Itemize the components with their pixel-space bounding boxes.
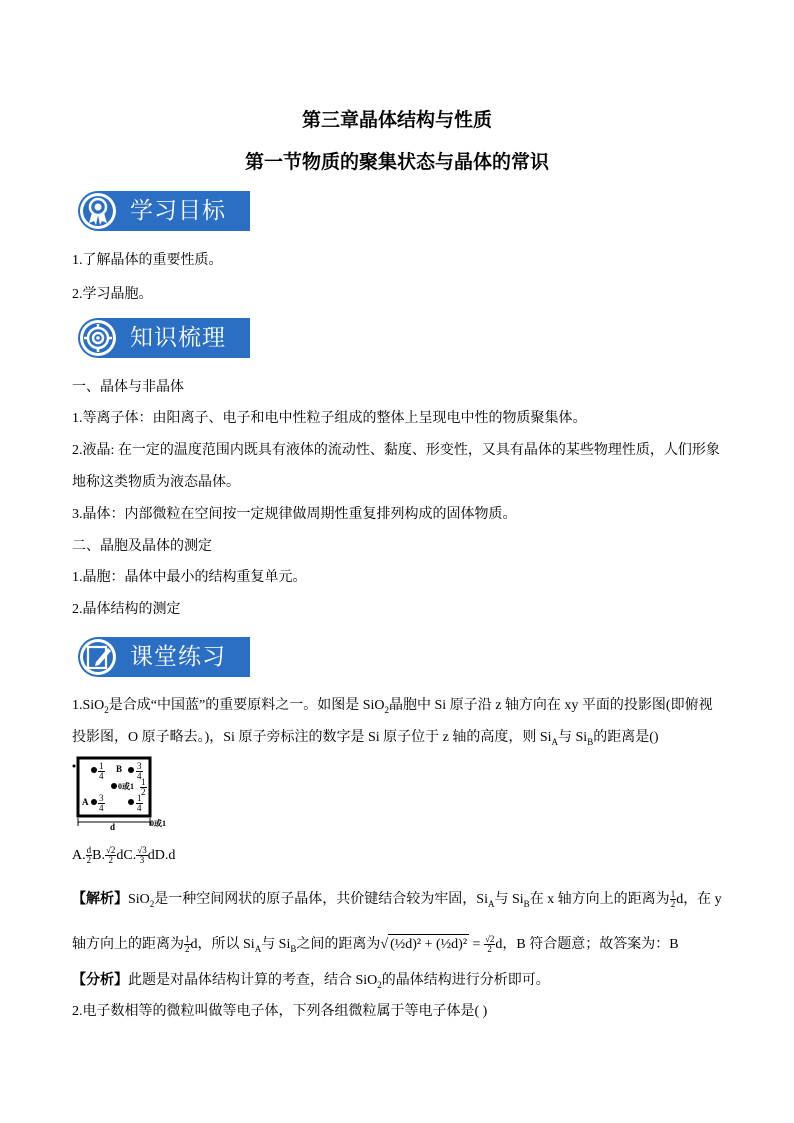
knowledge-paragraph: 1.晶胞：晶体中最小的结构重复单元。 [72,570,307,585]
banner-goals-label: 学习目标 [130,198,226,224]
dimension-label-d: d [110,822,116,832]
target-icon [84,324,112,352]
knowledge-paragraph: 2.液晶: 在一定的温度范围内既具有液体的流动性、黏度、形变性，又具有晶体的某些物理性质，人们形象 [72,443,720,458]
knowledge-heading-1: 一、晶体与非晶体 [72,380,184,395]
q1-fenxi: 【分析】此题是对晶体结构计算的考查，结合 SiO$_2$的晶体结构进行分析即可。 [72,973,550,990]
height-label: $\frac{3}{4}$ [137,761,142,781]
q1-analysis-line1: 【解析】SiO$_2$是一种空间网状的原子晶体，共价键结合较为牢固，$Si_A$与 $Si_B$在 x 轴方向上的距离为 $\frac{1}{2}$ d，在 y [72,889,722,910]
height-label: 0或1 [150,819,166,828]
pencil-note-icon [85,643,113,671]
height-label: 0或1 [118,782,134,791]
height-label: $\frac{3}{4}$ [99,793,104,813]
knowledge-heading-2: 二、晶胞及晶体的测定 [72,539,212,554]
goal-item: 2.学习晶胞。 [72,287,153,302]
q1-analysis-line2: 轴方向上的距离为 $\frac{1}{2}$ d，所以 $Si_A$与 $Si_B$之间的距离为√ (½d)² + (½d)² = $\frac{√2}{2}$ d，B 符合题意；故答案为：B [72,934,679,955]
height-label: $\frac{1}{2}$ [141,777,146,797]
q1-options: A. $\frac{d}{2}$ B. $\frac{√2}{2}$ dC. $\frac{√3}{3}$ dD.d [72,845,176,866]
q2-stem: 2.电子数相等的微粒叫做等电子体，下列各组微粒属于等电子体是( ) [72,1004,488,1019]
banner-goals [78,191,250,231]
banner-practice-label: 课堂练习 [130,644,226,670]
atom-label-a: A [82,797,89,807]
q1-line1: 1.SiO$_2$是合成“中国蓝”的重要原料之一。如图是 SiO$_2$晶胞中 Si 原子沿 z 轴方向在 xy 平面的投影图(即俯视 [72,698,713,715]
q1-line2: 投影图，O 原子略去。)，Si 原子旁标注的数字是 Si 原子位于 z 轴的高度，则 $Si_A$与 $Si_B$的距离是() [72,730,659,747]
knowledge-paragraph: 1.等离子体：由阳离子、电子和电中性粒子组成的整体上呈现电中性的物质聚集体。 [72,411,587,426]
sio2-projection-figure [70,752,180,834]
award-ribbon-icon [84,196,112,226]
banner-knowledge-label: 知识梳理 [130,325,226,351]
height-label: $\frac{1}{4}$ [99,761,104,781]
banner-practice [78,637,250,677]
section-title: 第一节物质的聚集状态与晶体的常识 [244,152,549,173]
banner-knowledge [78,318,250,358]
knowledge-paragraph: 地称这类物质为液态晶体。 [72,475,240,490]
knowledge-paragraph: 2.晶体结构的测定 [72,602,181,617]
height-label: $\frac{1}{4}$ [137,793,142,813]
knowledge-paragraph: 3.晶体：内部微粒在空间按一定规律做周期性重复排列构成的固体物质。 [72,507,517,522]
goal-item: 1.了解晶体的重要性质。 [72,253,223,268]
atom-label-b: B [116,764,123,774]
chapter-title: 第三章晶体结构与性质 [301,110,492,131]
